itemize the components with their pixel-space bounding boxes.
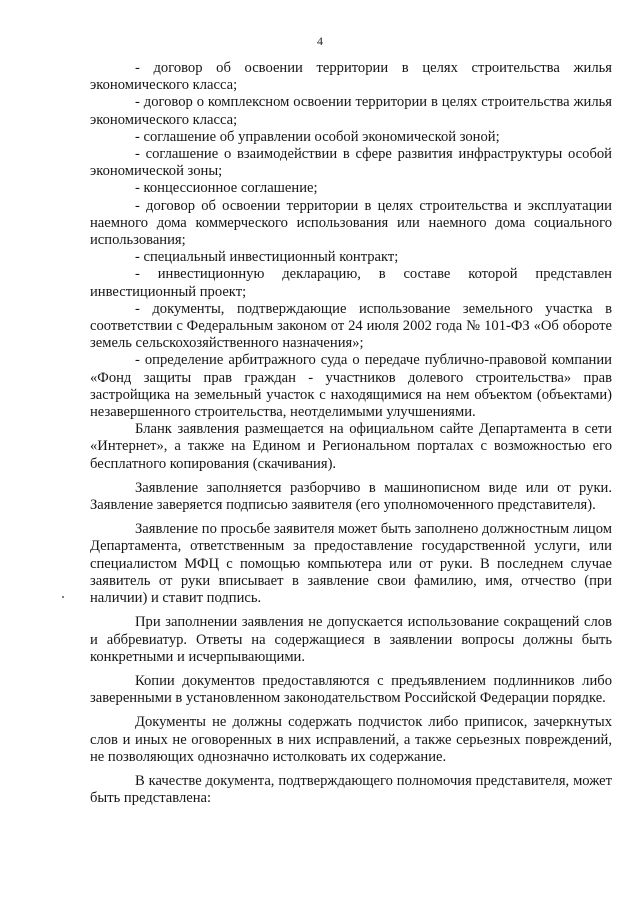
- list-item-complex-development-agreement: - договор о комплексном освоении территории в целях строительства жилья экономического класса;: [90, 94, 612, 128]
- paragraph-filling-by-official: Заявление по просьбе заявителя может быть заполнено должностным лицом Департамента, ответственным за предоставление государственной услуги, или специалистом МФЦ с помощью компьютера или от руки. В последнем случае заявитель от руки вписывает в заявление свои фамилию, имя, отчество (при наличии) и ставит подпись.: [90, 521, 612, 607]
- page-number: 4: [317, 34, 323, 48]
- paragraph-no-abbreviations: При заполнении заявления не допускается использование сокращений слов и аббревиатур. Ответы на содержащиеся в заявлении вопросы должны быть конкретными и исчерпывающими.: [90, 614, 612, 665]
- scan-speck: [62, 596, 64, 598]
- list-item-concession-agreement: - концессионное соглашение;: [135, 180, 318, 197]
- list-item-investment-declaration: - инвестиционную декларацию, в составе которой представлен инвестиционный проект;: [90, 266, 612, 300]
- paragraph-form-availability: Бланк заявления размещается на официальном сайте Департамента в сети «Интернет», а также на Едином и Региональном порталах с возможностью его бесплатного копирования (скачивания).: [90, 421, 612, 472]
- list-item-sez-management-agreement: - соглашение об управлении особой экономической зоной;: [135, 128, 500, 145]
- list-item-special-investment-contract: - специальный инвестиционный контракт;: [135, 249, 399, 266]
- list-item-territory-development-agreement: - договор об освоении территории в целях строительства жилья экономического класса;: [90, 60, 612, 94]
- paragraph-document-copies: Копии документов предоставляются с предъявлением подлинников либо заверенными в установленном законодательством Российской Федерации порядке.: [90, 672, 612, 707]
- list-item-land-use-documents: - документы, подтверждающие использование земельного участка в соответствии с Федеральным законом от 24 июля 2002 года № 101-ФЗ «Об обороте земель сельскохозяйственного назначения»;: [90, 300, 612, 352]
- list-item-arbitration-ruling: - определение арбитражного суда о передаче публично-правовой компании «Фонд защиты прав граждан - участников долевого строительства» прав застройщика на земельный участок с находящимися на нем объектом (объектами) незавершенного строительства, неотделимыми улучшениями.: [90, 352, 612, 421]
- list-item-rental-housing-agreement: - договор об освоении территории в целях строительства и эксплуатации наемного дома коммерческого использования или наемного дома социального использования;: [90, 197, 612, 249]
- document-body: [90, 60, 612, 807]
- paragraph-form-filling: Заявление заполняется разборчиво в машинописном виде или от руки. Заявление заверяется подписью заявителя (его уполномоченного представителя).: [90, 479, 612, 514]
- paragraph-representative-authority: В качестве документа, подтверждающего полномочия представителя, может быть представлена:: [90, 772, 612, 807]
- paragraph-no-corrections: Документы не должны содержать подчисток либо приписок, зачеркнутых слов и иных не оговоренных в них исправлений, а также серьезных повреждений, не позволяющих однозначно истолковать их содержание.: [90, 714, 612, 765]
- list-item-sez-infrastructure-agreement: - соглашение о взаимодействии в сфере развития инфраструктуры особой экономической зоны;: [90, 146, 612, 180]
